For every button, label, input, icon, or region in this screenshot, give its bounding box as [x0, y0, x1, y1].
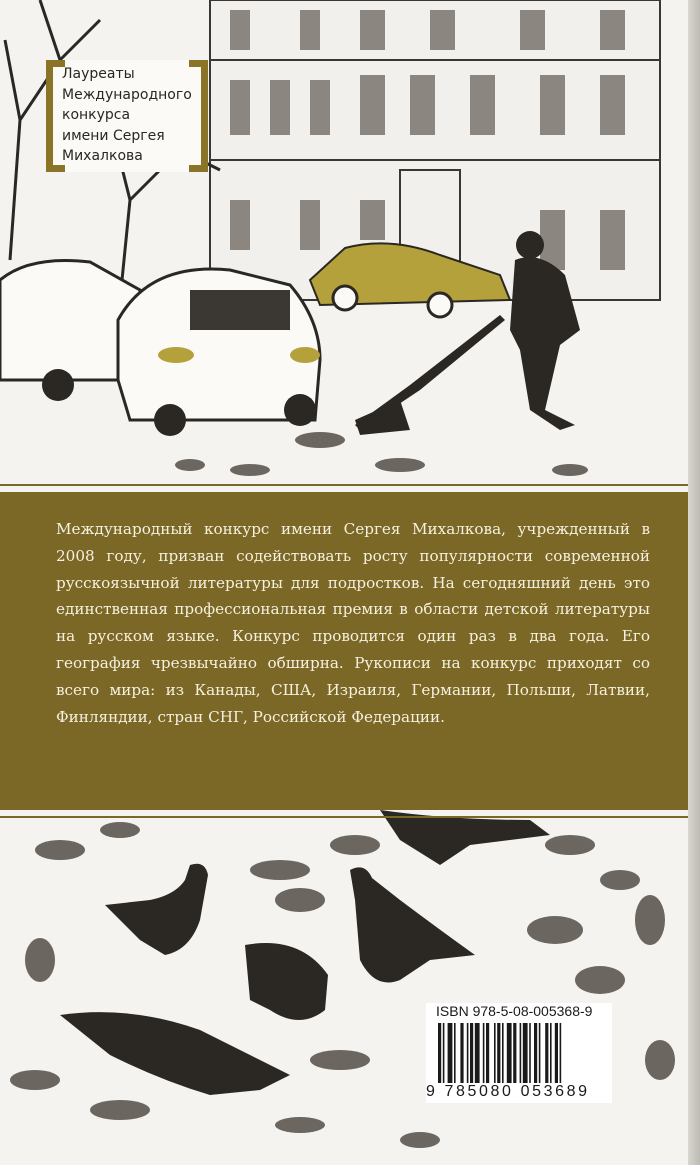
badge-line: Михалкова	[62, 148, 143, 164]
isbn-label: ISBN 978-5-08-005368-9	[436, 1003, 593, 1019]
badge-line: Лауреаты	[62, 66, 135, 82]
barcode-block	[426, 1003, 612, 1103]
badge-text	[62, 64, 192, 167]
ean-digits: 9 785080 053689	[426, 1083, 590, 1100]
bottom-rule	[0, 816, 688, 818]
badge-line: Международного	[62, 86, 192, 103]
badge-line: конкурса	[62, 107, 131, 123]
award-badge	[46, 60, 208, 172]
badge-line: имени Сергея	[62, 127, 165, 144]
blurb-text: Международный конкурс имени Сергея Михалкова, учрежденный в 2008 году, призван содействовать росту популярности современной русскоязычной литературы для подростков. На сегодняшний день это единственная профессиональная премия в области детской литературы на русском языке. Конкурс проводится один раз в два года. Его география чрезвычайно обширна. Рукописи на конкурс приходят со всего мира: из Канады, США, Израиля, Германии, Польши, Латвии, Финляндии, стран СНГ, Российской Федерации.	[56, 520, 650, 726]
top-rule	[0, 484, 688, 486]
badge-right-bracket	[189, 60, 208, 172]
